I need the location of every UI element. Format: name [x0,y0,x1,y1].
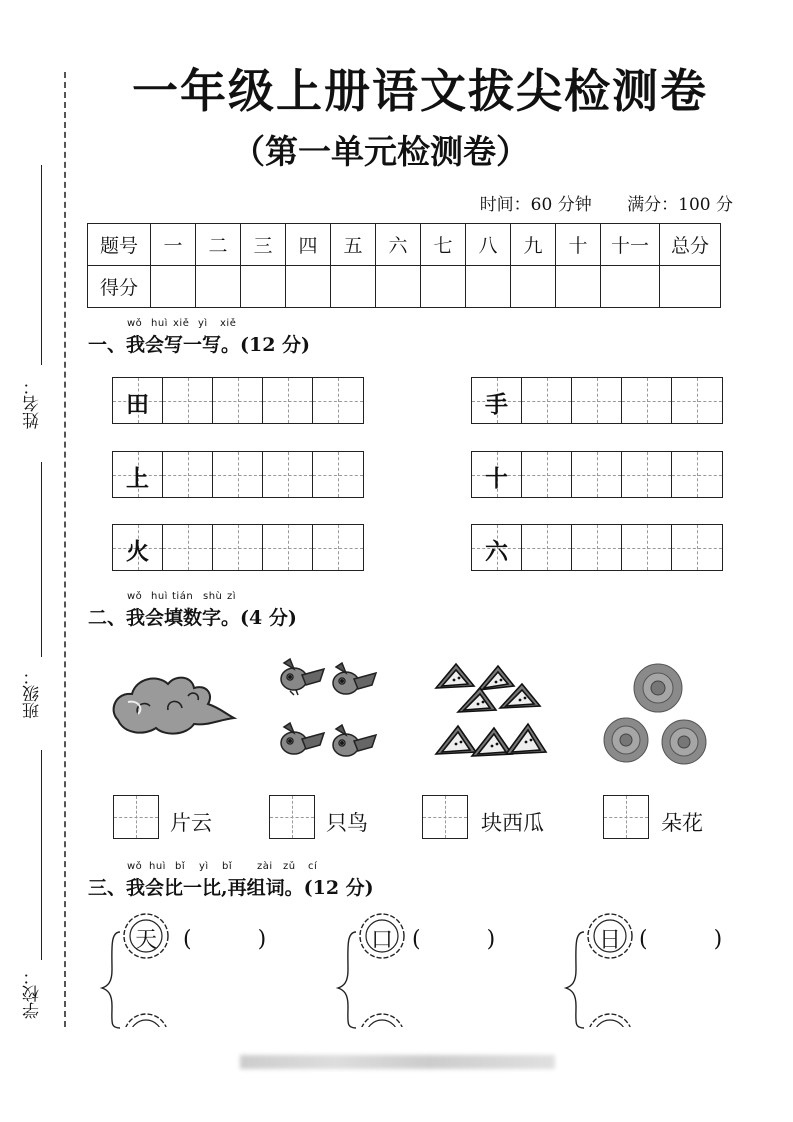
name-label: 姓名： [23,378,43,429]
writing-cell[interactable] [672,378,722,423]
score-cell[interactable] [511,266,556,308]
pinyin: xiě [220,318,237,329]
score-table-header-row [88,224,721,266]
bird-icon [276,655,386,770]
score-table-score-row [88,266,721,308]
example-character: 手 [485,392,508,418]
flower-frame [122,912,170,960]
score-cell[interactable] [286,266,331,308]
writing-cell[interactable] [163,378,213,423]
writing-cell-example [113,378,163,423]
compare-character: 日 [598,928,621,953]
count-label: 片云 [170,811,212,835]
pinyin: huì [149,861,166,872]
total-header: 总分 [660,224,721,266]
writing-cell[interactable] [522,525,572,570]
exam-info [450,190,733,215]
column-header: 三 [241,224,286,266]
writing-cell[interactable] [672,452,722,497]
page-title: 一年级上册语文拔尖检测卷 [132,64,708,118]
flower-border-icon [358,1012,406,1027]
flower-frame [358,912,406,960]
writing-cell[interactable] [672,525,722,570]
watermelon-icon [434,662,549,762]
flower-icon [598,660,723,780]
example-character: 十 [485,466,508,492]
school-underline [41,750,42,960]
column-header: 十一 [601,224,660,266]
writing-cell[interactable] [263,452,313,497]
pinyin: wǒ [127,318,143,329]
column-header: 五 [331,224,376,266]
pinyin: bǐ [175,861,186,872]
writing-cell[interactable] [263,525,313,570]
pinyin: wǒ [127,591,143,602]
writing-cell[interactable] [572,378,622,423]
score-cell[interactable] [421,266,466,308]
flower-frame [586,912,634,960]
answer-blank[interactable]: ( ) [183,927,267,952]
pinyin: yì [199,861,209,872]
example-character: 上 [126,466,149,492]
column-header: 七 [421,224,466,266]
school-label: 学校： [23,968,43,1019]
column-header: 四 [286,224,331,266]
writing-cell[interactable] [522,378,572,423]
writing-grid-row[interactable] [471,377,723,424]
blurred-footer [240,1055,555,1069]
time-info: 时间：60 分钟 [479,195,592,215]
number-answer-box[interactable] [113,795,159,839]
writing-grid-row[interactable] [471,451,723,498]
count-label: 朵花 [661,811,703,835]
writing-cell[interactable] [572,525,622,570]
pinyin: huì [151,591,168,602]
column-header: 二 [196,224,241,266]
count-label: 只鸟 [326,811,368,835]
writing-cell[interactable] [313,452,363,497]
pinyin: zì [227,591,237,602]
score-cell[interactable] [151,266,196,308]
column-header: 八 [466,224,511,266]
name-underline [41,165,42,365]
score-cell[interactable] [466,266,511,308]
score-table [87,223,721,308]
binding-dashed-line [64,72,66,1027]
pinyin: cí [308,861,318,872]
score-cell[interactable] [196,266,241,308]
writing-cell[interactable] [622,525,672,570]
flower-border-icon [586,1012,634,1027]
score-cell[interactable] [376,266,421,308]
writing-cell[interactable] [313,378,363,423]
number-answer-box[interactable] [422,795,468,839]
score-cell[interactable] [601,266,660,308]
pinyin: shù [203,591,223,602]
score-cell[interactable] [556,266,601,308]
pinyin: zài [257,861,273,872]
writing-cell-example [472,525,522,570]
cut-off-row [0,1000,793,1027]
writing-cell-example [472,452,522,497]
writing-grid-row[interactable] [112,451,364,498]
writing-cell[interactable] [163,452,213,497]
section2-title: 二、我会填数字。(4 分) [88,607,297,629]
writing-grid-row[interactable] [112,377,364,424]
pinyin: wǒ [127,861,143,872]
column-header: 九 [511,224,556,266]
class-label: 班级： [23,668,43,719]
example-character: 田 [126,392,149,418]
writing-cell-example [472,378,522,423]
number-answer-box[interactable] [603,795,649,839]
writing-cell[interactable] [622,378,672,423]
writing-cell[interactable] [622,452,672,497]
page-subtitle: （第一单元检测卷） [232,132,529,171]
score-row-header: 得分 [88,266,151,308]
pinyin: huì [151,318,168,329]
writing-cell[interactable] [163,525,213,570]
compare-character: 口 [370,928,393,953]
writing-cell-example [113,452,163,497]
flower-border-icon [122,1012,170,1027]
total-score-cell[interactable] [660,266,721,308]
class-underline [41,462,42,657]
writing-cell[interactable] [213,378,263,423]
count-label: 块西瓜 [481,811,544,835]
writing-cell[interactable] [572,452,622,497]
example-character: 火 [126,539,149,565]
number-answer-box[interactable] [269,795,315,839]
writing-grid-row[interactable] [471,524,723,571]
example-character: 六 [485,539,508,565]
column-header: 一 [151,224,196,266]
answer-blank[interactable]: ( ) [639,927,723,952]
section3-title: 三、我会比一比,再组词。(12 分) [88,877,374,899]
writing-cell[interactable] [213,525,263,570]
pinyin: yì [198,318,208,329]
pinyin: tián [172,591,194,602]
writing-grid-row[interactable] [112,524,364,571]
question-number-header: 题号 [88,224,151,266]
answer-blank[interactable]: ( ) [412,927,496,952]
pinyin: xiě [173,318,190,329]
compare-character: 天 [134,928,157,953]
writing-cell-example [113,525,163,570]
pinyin: zǔ [283,861,296,872]
writing-cell[interactable] [313,525,363,570]
section1-title: 一、我会写一写。(12 分) [88,334,311,356]
cloud-icon [108,670,238,742]
writing-cell[interactable] [213,452,263,497]
full-score-info: 满分：100 分 [627,195,733,215]
pinyin: bǐ [222,861,233,872]
score-cell[interactable] [241,266,286,308]
column-header: 十 [556,224,601,266]
writing-cell[interactable] [263,378,313,423]
column-header: 六 [376,224,421,266]
score-cell[interactable] [331,266,376,308]
writing-cell[interactable] [522,452,572,497]
